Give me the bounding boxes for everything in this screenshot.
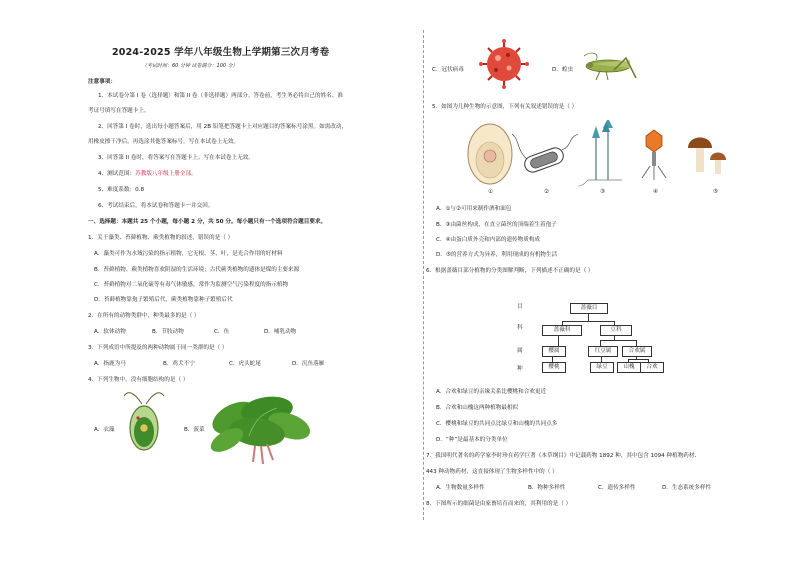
rank-family: 科 [517, 325, 523, 331]
question-6-stem: 6．根据蔷薇目部分植物的分类图解判断，下列描述不正确的是（ ） [426, 268, 594, 274]
question-5-option-b: B．③由菌丝构成，在直立菌丝的顶端着生着孢子 [436, 222, 557, 228]
question-7-stem-cont: 443 种动物药材，这直接体现了生物多样性中的（ ） [426, 469, 558, 475]
exam-info: （考试时间：60 分钟 试卷满分：100 分） [142, 63, 238, 69]
question-7-option-d: D．生态系统多样性 [662, 485, 712, 491]
question-3-option-c: C．虎头蛇尾 [229, 361, 261, 367]
q5-label-4: ④ [653, 189, 659, 195]
question-1-stem: 1．关于藻类、苔藓植物、蕨类植物的叙述，错误的是（ ） [88, 235, 234, 241]
question-6-option-c: C．樱桃和绿豆的共同点比绿豆和山槐的共同点多 [436, 421, 558, 427]
question-7-option-b: B．物种多样性 [528, 485, 566, 491]
question-5-option-a: A．①与②可用来制作酒和面包 [436, 206, 512, 212]
rank-species: 种 [517, 366, 523, 372]
node-genus-ormosia: 红豆属 [588, 346, 618, 357]
chlamydomonas-image [122, 388, 166, 454]
node-family-rosaceae: 蔷薇科 [542, 325, 582, 336]
test-scope-label: 4、测试范围： [98, 171, 136, 177]
question-7-stem: 7．我国明代著名的药学家李时珍在药学巨著《本草纲目》中记载药物 1892 种，其中包含 1094 种植物药材、 [426, 453, 701, 459]
note-line: 用橡皮擦干净后，再选涂其他答案标号。写在本试卷上无效。 [88, 139, 240, 145]
notes-heading: 注意事项： [88, 79, 116, 85]
question-2-option-a: A．软体动物 [94, 329, 126, 335]
note-line: 6、考试结束后，将本试卷和答题卡一并交回。 [98, 203, 214, 209]
note-line: 2、回答第 I 卷时，选出每小题答案后，用 2B 铅笔把答题卡上对应题目的答案标号涂黑。如需改动， [98, 124, 348, 130]
node-species-mung-bean: 绿豆 [590, 362, 614, 373]
test-scope [98, 171, 197, 178]
question-1-option-c: C．苔藓植物对二氧化硫等有毒气体敏感，常作为监测空气污染程度的指示植物 [94, 282, 289, 288]
section-heading: 一、选择题：本题共 25 个小题，每小题 2 分，共 50 分。每小题只有一个选项符合题目要求。 [88, 219, 327, 225]
tree-line [562, 321, 614, 322]
q5-label-1: ① [488, 189, 494, 195]
question-1-option-b: B．苔藓植物、蕨类植物喜欢阴湿的生活环境；古代蕨类植物的遗体是煤的主要来源 [94, 267, 300, 273]
question-2-option-c: C．鱼 [214, 329, 230, 335]
rank-genus: 属 [517, 348, 523, 354]
question-8-stem: 8．下图所示的细菌是由家畜培育而来的，其利用的是（ ） [426, 501, 572, 507]
question-5-option-d: D．⑤的营养方式为异养，利用现成的有机物生活 [436, 252, 558, 258]
node-family-fabaceae: 豆科 [600, 325, 632, 336]
note-line: 1、本试卷分第 I 卷（选择题）和第 II 卷（非选择题）两部分。答卷前，考生务必将自己的姓名、准 [98, 93, 343, 99]
question-3-option-a: A．指鹿为马 [94, 361, 126, 367]
node-order: 蔷薇目 [570, 303, 608, 314]
rank-order: 目 [517, 304, 523, 310]
column-divider [423, 30, 424, 520]
question-7-option-a: A．生物数量多样性 [436, 485, 485, 491]
locust-image [578, 48, 640, 82]
node-genus-albizia: 合欢属 [622, 346, 652, 357]
node-species-cherry: 樱桃 [542, 362, 566, 373]
question-3-option-d: D．沉鱼落雁 [292, 361, 325, 367]
node-species-shanhuai: 山槐 [617, 362, 641, 373]
question-7-option-c: C．遗传多样性 [598, 485, 636, 491]
tree-line [628, 359, 648, 360]
penicillium [578, 120, 622, 186]
q5-organisms-figure [456, 120, 736, 190]
q5-label-2: ② [544, 189, 550, 195]
question-4-option-c: C．冠状病毒 [432, 67, 464, 73]
question-4-option-a: A．衣藻 [94, 427, 115, 433]
q5-label-5: ⑤ [713, 189, 719, 195]
q5-label-3: ③ [600, 189, 606, 195]
page-title: 2024-2025 学年八年级生物上学期第三次月考卷 [112, 47, 330, 58]
question-1-option-d: D．苔藓植物靠孢子繁殖后代，蕨类植物靠种子繁殖后代 [94, 297, 233, 303]
question-2-option-b: B．节肢动物 [152, 329, 184, 335]
node-genus-cerasus: 樱属 [542, 346, 566, 357]
question-2-option-d: D．哺乳动物 [264, 329, 297, 335]
note-line: 5、难度系数：0.8 [98, 187, 145, 193]
node-species-albizia: 合欢 [640, 362, 664, 373]
mushrooms [688, 138, 726, 175]
question-6-option-b: B．合欢和山槐这两种植物最相似 [436, 405, 519, 411]
question-3-option-b: B．鸡犬不宁 [163, 361, 195, 367]
question-4-option-d: D．蝗虫 [552, 67, 574, 73]
bacterium [512, 134, 578, 174]
question-1-option-a: A．藻类可作为水域污染的指示植物，它无根、茎、叶，是光合作用的好材料 [94, 251, 283, 257]
question-4-option-b: B．菠菜 [184, 427, 205, 433]
question-5-option-c: C．④由蛋白质外壳和内部的遗传物质构成 [436, 237, 541, 243]
bacteriophage [642, 130, 666, 180]
note-line: 考证号填写在答题卡上。 [88, 108, 150, 114]
question-5-stem: 5．如图为几种生物的示意图，下列有关叙述错误的是（ ） [432, 104, 578, 110]
question-6-option-a: A．合欢和绿豆的亲缘关系比樱桃和合欢更近 [436, 389, 547, 395]
yeast-cell [468, 124, 512, 184]
coronavirus-image [478, 38, 530, 90]
test-scope-value: 苏教版八年级上册全部。 [135, 171, 197, 177]
spinach-image [205, 388, 315, 470]
question-4-stem: 4．下列生物中，没有细胞结构的是（ ） [88, 377, 189, 383]
question-2-stem: 2．在所有的动物类群中，种类最多的是（ ） [88, 313, 200, 319]
question-3-stem: 3．下列成语中所提及的两种动物属于同一类群的是（ ） [88, 345, 228, 351]
tree-line [600, 340, 636, 341]
note-line: 3、回答第 II 卷时，将答案写在答题卡上。写在本试卷上无效。 [98, 155, 254, 161]
question-6-option-d: D．“种”是最基本的分类单位 [436, 437, 508, 443]
tree-line [588, 313, 589, 321]
